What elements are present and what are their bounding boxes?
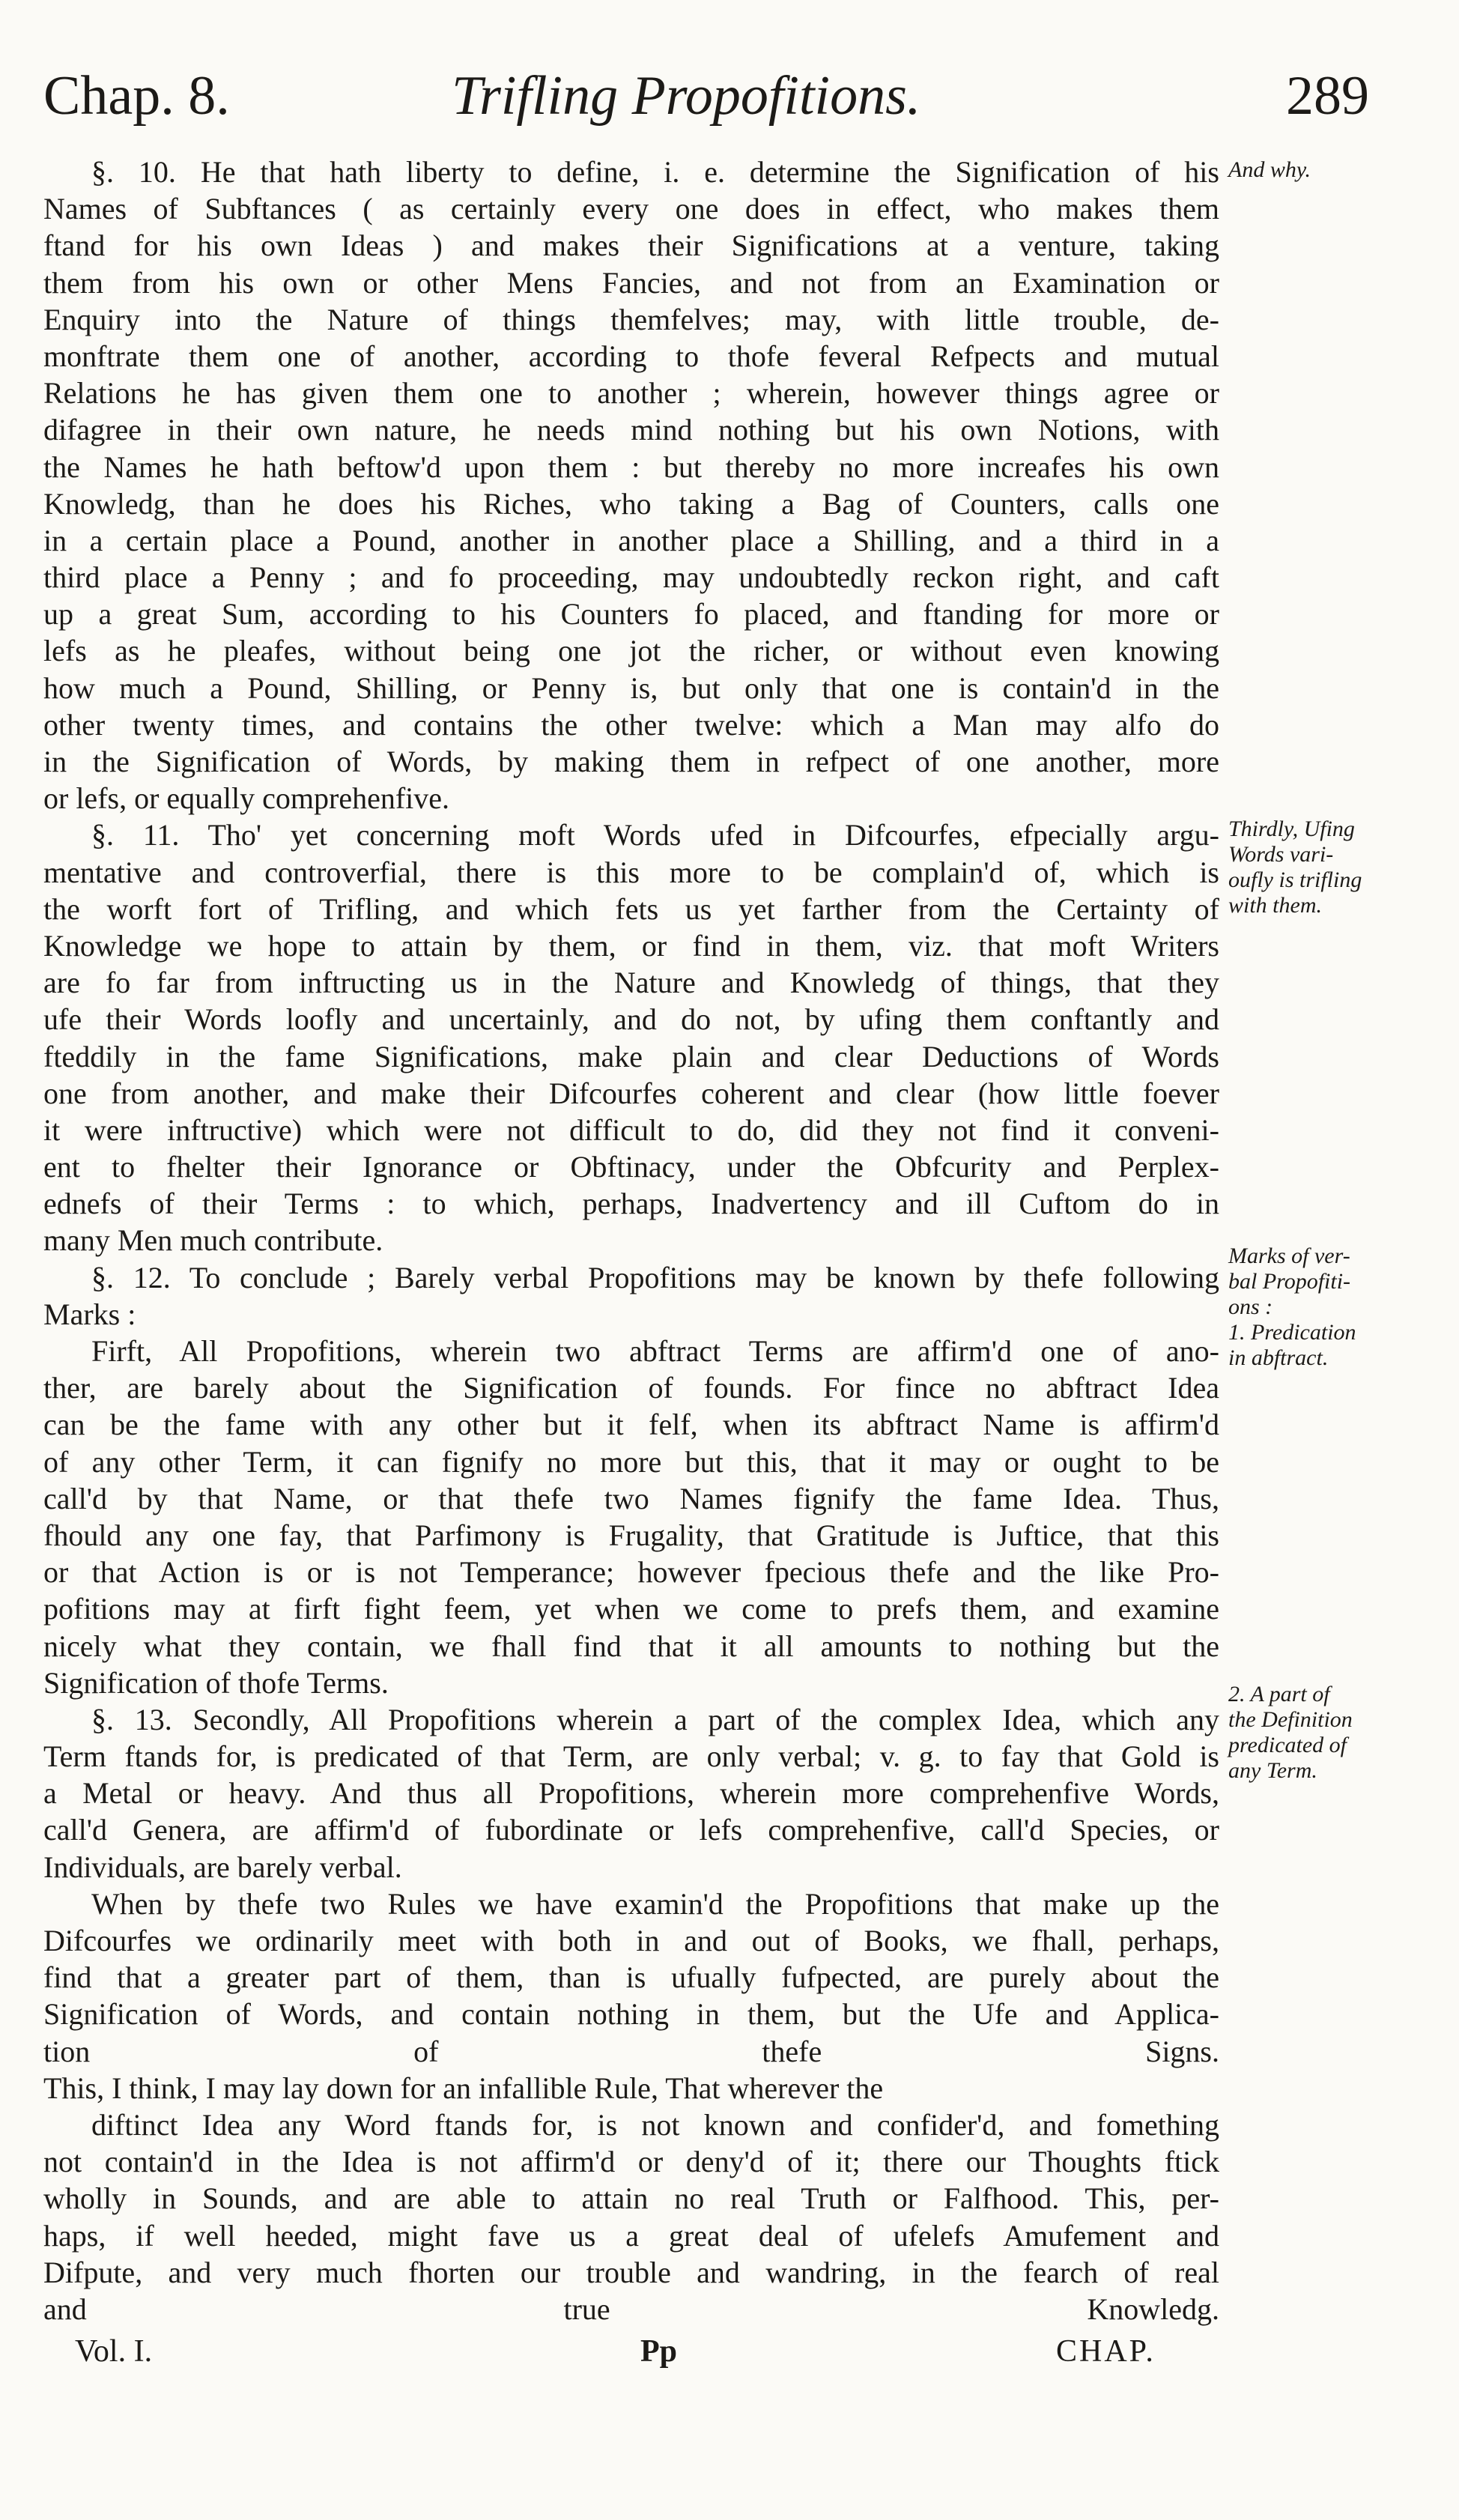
text-line: ent to fhelter their Ignorance or Obftinacy, under the Obfcurity and Perplex- <box>43 1150 1219 1184</box>
text-line: in the Signification of Words, by making them in refpect of one another, more <box>43 745 1219 778</box>
text-line: find that a greater part of them, than is ufually fufpected, are purely about the <box>43 1960 1219 1995</box>
text-line: call'd by that Name, or that thefe two Names fignify the fame Idea. Thus, <box>43 1481 1219 1515</box>
text-line: fteddily in the fame Significations, make plain and clear Deductions of Words <box>43 1039 1219 1073</box>
chapter-label: Chap. 8. <box>43 65 230 127</box>
catchword: CHAP. <box>1056 2334 1156 2369</box>
text-line: them from his own or other Mens Fancies, and not from an Examination or <box>43 265 1219 300</box>
text-line: tion of thefe Signs. <box>43 2034 1219 2068</box>
margin-note-line: Words vari- <box>1228 842 1334 867</box>
text-line: Signification of thofe Terms. <box>43 1665 389 1700</box>
text-line: not contain'd in the Idea is not affirm'd or deny'd of it; there our Thoughts ftick <box>43 2145 1219 2179</box>
text-line: pofitions may at firft fight feem, yet when we come to prefs them, and examine <box>43 1592 1219 1626</box>
margin-note-line: And why. <box>1228 157 1311 182</box>
text-line: §. 13. Secondly, All Propofitions wherein a part of the complex Idea, which any <box>91 1702 1219 1736</box>
text-line: many Men much contribute. <box>43 1223 383 1258</box>
text-line: haps, if well heeded, might fave us a great deal of ufelefs Amufement and <box>43 2218 1219 2253</box>
text-line: Signification of Words, and contain nothing in them, but the Ufe and Applica- <box>43 1997 1219 2032</box>
text-line: wholly in Sounds, and are able to attain no real Truth or Falfhood. This, per- <box>43 2181 1219 2216</box>
text-line: difagree in their own nature, he needs mind nothing but his own Notions, with <box>43 413 1219 447</box>
running-title: Trifling Propofitions. <box>452 65 921 127</box>
text-line: §. 12. To conclude ; Barely verbal Propofitions may be known by thefe following <box>91 1260 1219 1294</box>
volume-label: Vol. I. <box>75 2334 153 2369</box>
margin-note-line: Marks of ver- <box>1228 1244 1350 1268</box>
text-line: and true Knowledg. <box>43 2292 1219 2326</box>
text-line: lefs as he pleafes, without being one jot the richer, or without even knowing <box>43 634 1219 668</box>
text-line: can be the fame with any other but it felf, when its abftract Name is affirm'd <box>43 1408 1219 1442</box>
text-line: Enquiry into the Nature of things themfelves; may, with little trouble, de- <box>43 302 1219 336</box>
margin-note-part-definition <box>1228 1682 1412 1784</box>
text-line: other twenty times, and contains the other twelve: which a Man may alfo do <box>43 707 1219 742</box>
margin-note-and-why <box>1228 157 1412 183</box>
margin-note-line: Thirdly, Ufing <box>1228 817 1355 841</box>
text-line: third place a Penny ; and fo proceeding, may undoubtedly reckon right, and caft <box>43 560 1219 595</box>
text-line: §. 11. Tho' yet concerning moft Words ufed in Difcourfes, efpecially argu- <box>91 818 1219 852</box>
margin-note-line: 1. Predication <box>1228 1320 1356 1345</box>
margin-note-marks-verbal <box>1228 1244 1412 1371</box>
margin-note-line: the Definition <box>1228 1707 1353 1732</box>
text-line: a Metal or heavy. And thus all Propofitions, wherein more comprehenfive Words, <box>43 1776 1219 1811</box>
text-line: When by thefe two Rules we have examin'd the Propofitions that make up the <box>91 1886 1219 1921</box>
text-line: monftrate them one of another, according to thofe feveral Refpects and mutual <box>43 339 1219 373</box>
text-line: ednefs of their Terms : to which, perhaps, Inadvertency and ill Cuftom do in <box>43 1187 1219 1221</box>
text-line: the Names he hath beftow'd upon them : but thereby no more increafes his own <box>43 449 1219 484</box>
text-line: Term ftands for, is predicated of that Term, are only verbal; v. g. to fay that Gold is <box>43 1739 1219 1774</box>
text-line: Knowledge we hope to attain by them, or find in them, viz. that moft Writers <box>43 928 1219 963</box>
page-footer <box>75 2333 1198 2378</box>
text-line: §. 10. He that hath liberty to define, i. e. determine the Signification of his <box>91 155 1219 189</box>
text-line: are fo far from inftructing us in the Nature and Knowledg of things, that they <box>43 966 1219 1000</box>
text-line: mentative and controverfial, there is this more to be complain'd of, which is <box>43 855 1219 889</box>
text-line: ther, are barely about the Signification of founds. For fince no abftract Idea <box>43 1371 1219 1405</box>
text-line: one from another, and make their Difcourfes coherent and clear (how little foever <box>43 1076 1219 1110</box>
signature-mark: Pp <box>640 2334 678 2369</box>
margin-note-line: bal Propofiti- <box>1228 1269 1351 1294</box>
text-line: This, I think, I may lay down for an infallible Rule, That wherever the <box>43 2071 884 2105</box>
text-line: diftinct Idea any Word ftands for, is not known and confider'd, and fomething <box>91 2107 1219 2142</box>
text-line: Difcourfes we ordinarily meet with both in and out of Books, we fhall, perhaps, <box>43 1924 1219 1957</box>
margin-note-line: predicated of <box>1228 1733 1347 1757</box>
text-line: fhould any one fay, that Parfimony is Frugality, that Gratitude is Juftice, that this <box>43 1518 1219 1552</box>
margin-note-line: in abftract. <box>1228 1345 1329 1370</box>
page-number: 289 <box>1286 65 1369 127</box>
text-line: it were inftructive) which were not difficult to do, did they not find it conveni- <box>43 1112 1219 1147</box>
text-line: how much a Pound, Shilling, or Penny is, but only that one is contain'd in the <box>43 670 1219 705</box>
text-line: Difpute, and very much fhorten our trouble and wandring, in the fearch of real <box>43 2255 1219 2289</box>
text-line: or lefs, or equally comprehenfive. <box>43 781 450 816</box>
body-text <box>43 154 1219 2327</box>
text-line: nicely what they contain, we fhall find that it all amounts to nothing but the <box>43 1629 1219 1663</box>
margin-note-thirdly <box>1228 817 1412 918</box>
margin-note-line: ons : <box>1228 1294 1273 1319</box>
text-line: or that Action is or is not Temperance; however fpecious thefe and the like Pro- <box>43 1555 1219 1590</box>
text-line: Individuals, are barely verbal. <box>43 1850 402 1884</box>
text-line: Relations he has given them one to another ; wherein, however things agree or <box>43 376 1219 411</box>
text-line: up a great Sum, according to his Counters fo placed, and ftanding for more or <box>43 597 1219 631</box>
text-line: of any other Term, it can fignify no more but this, that it may or ought to be <box>43 1444 1219 1479</box>
text-line: Firft, All Propofitions, wherein two abftract Terms are affirm'd one of ano- <box>91 1334 1219 1368</box>
text-line: Knowledg, than he does his Riches, who taking a Bag of Counters, calls one <box>43 486 1219 521</box>
margin-note-line: any Term. <box>1228 1758 1317 1783</box>
text-line: ufe their Words loofly and uncertainly, and do not, by ufing them conftantly and <box>43 1002 1219 1037</box>
running-header <box>43 64 1369 147</box>
text-line: in a certain place a Pound, another in another place a Shilling, and a third in a <box>43 523 1219 557</box>
margin-note-line: oufly is trifling <box>1228 867 1362 892</box>
margin-note-line: 2. A part of <box>1228 1682 1330 1706</box>
margin-note-line: with them. <box>1228 893 1322 918</box>
text-line: the worft fort of Trifling, and which fets us yet farther from the Certainty of <box>43 891 1219 926</box>
text-line: ftand for his own Ideas ) and makes their Significations at a venture, taking <box>43 228 1219 263</box>
text-line: call'd Genera, are affirm'd of fubordinate or lefs comprehenfive, call'd Species, or <box>43 1813 1219 1847</box>
text-line: Names of Subftances ( as certainly every one does in effect, who makes them <box>43 192 1219 226</box>
text-line: Marks : <box>43 1297 136 1331</box>
